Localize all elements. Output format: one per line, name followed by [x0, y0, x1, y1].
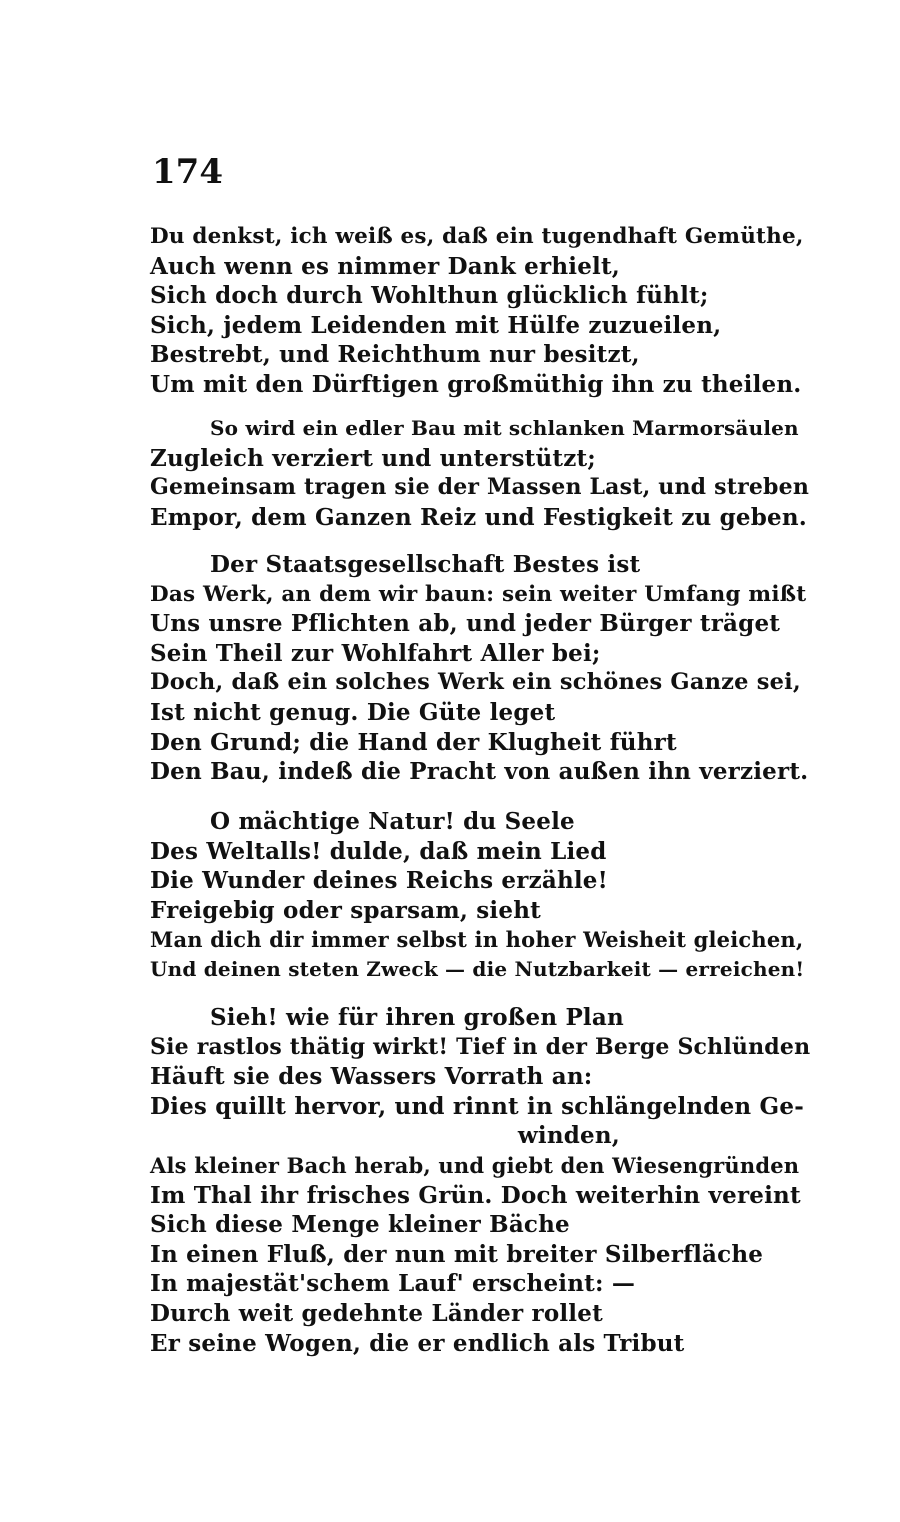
verse-line: Den Grund; die Hand der Klugheit führt: [150, 728, 677, 756]
verse-line: Bestrebt, und Reichthum nur besitzt,: [150, 341, 640, 369]
verse-line: Ist nicht genug. Die Güte leget: [150, 698, 556, 726]
verse-line: Sich, jedem Leidenden mit Hülfe zuzueilen,: [150, 311, 722, 339]
verse-line: Zugleich verziert und unterstützt;: [150, 444, 596, 472]
verse-line: Du denkst, ich weiß es, daß ein tugendhaft Gemüthe,: [150, 224, 804, 249]
verse-line: O mächtige Natur! du Seele: [210, 808, 575, 835]
stanza-5: [150, 1003, 810, 1358]
verse-line: Des Weltalls! dulde, daß mein Lied: [150, 837, 607, 865]
verse-line: Häuft sie des Wassers Vorrath an:: [150, 1063, 593, 1091]
verse-line: Sieh! wie für ihren großen Plan: [210, 1004, 624, 1031]
verse-line: Er seine Wogen, die er endlich als Tribut: [150, 1329, 685, 1357]
verse-line: Als kleiner Bach herab, und giebt den Wiesengründen: [150, 1152, 800, 1178]
verse-line: Die Wunder deines Reichs erzähle!: [150, 867, 608, 895]
verse-line: Empor, dem Ganzen Reiz und Festigkeit zu geben.: [150, 503, 807, 531]
verse-line: Den Bau, indeß die Pracht von außen ihn verziert.: [150, 758, 809, 786]
verse-line: Sein Theil zur Wohlfahrt Aller bei;: [150, 639, 601, 667]
verse-line: So wird ein edler Bau mit schlanken Marmorsäulen: [210, 416, 799, 440]
verse-line: Sich doch durch Wohlthun glücklich fühlt;: [150, 282, 709, 310]
verse-line: Und deinen steten Zweck — die Nutzbarkeit — erreichen!: [150, 956, 805, 981]
verse-line: Durch weit gedehnte Länder rollet: [150, 1299, 603, 1327]
verse-line: Im Thal ihr frisches Grün. Doch weiterhin vereint: [150, 1181, 801, 1209]
verse-line: In einen Fluß, der nun mit breiter Silberfläche: [150, 1240, 764, 1268]
verse-line: Man dich dir immer selbst in hoher Weisheit gleichen,: [150, 927, 804, 953]
verse-line-turnover: winden,: [517, 1122, 620, 1150]
stanza-1: [150, 222, 810, 400]
verse-line: Sie rastlos thätig wirkt! Tief in der Berge Schlünden: [150, 1033, 811, 1060]
verse-line: Das Werk, an dem wir baun: sein weiter Umfang mißt: [150, 581, 807, 607]
stanza-4: [150, 807, 810, 985]
verse-line: Dies quillt hervor, und rinnt in schlängelnden Ge-: [150, 1092, 804, 1120]
verse-line: Der Staatsgesellschaft Bestes ist: [210, 551, 641, 578]
verse-line: Doch, daß ein solches Werk ein schönes Ganze sei,: [150, 669, 801, 696]
verse-line: Freigebig oder sparsam, sieht: [150, 896, 541, 924]
stanza-3: [150, 550, 810, 787]
verse-line: Uns unsre Pflichten ab, und jeder Bürger träget: [150, 610, 781, 638]
stanza-2: [150, 414, 810, 532]
verse-line: Um mit den Dürftigen großmüthig ihn zu theilen.: [150, 370, 802, 398]
verse-line: Auch wenn es nimmer Dank erhielt,: [150, 252, 620, 280]
verse-line: Gemeinsam tragen sie der Massen Last, und streben: [150, 474, 810, 501]
verse-line: Sich diese Menge kleiner Bäche: [150, 1211, 570, 1239]
verse-line: In majestät'schem Lauf' erscheint: —: [150, 1270, 636, 1298]
page-number: 174: [152, 152, 223, 192]
